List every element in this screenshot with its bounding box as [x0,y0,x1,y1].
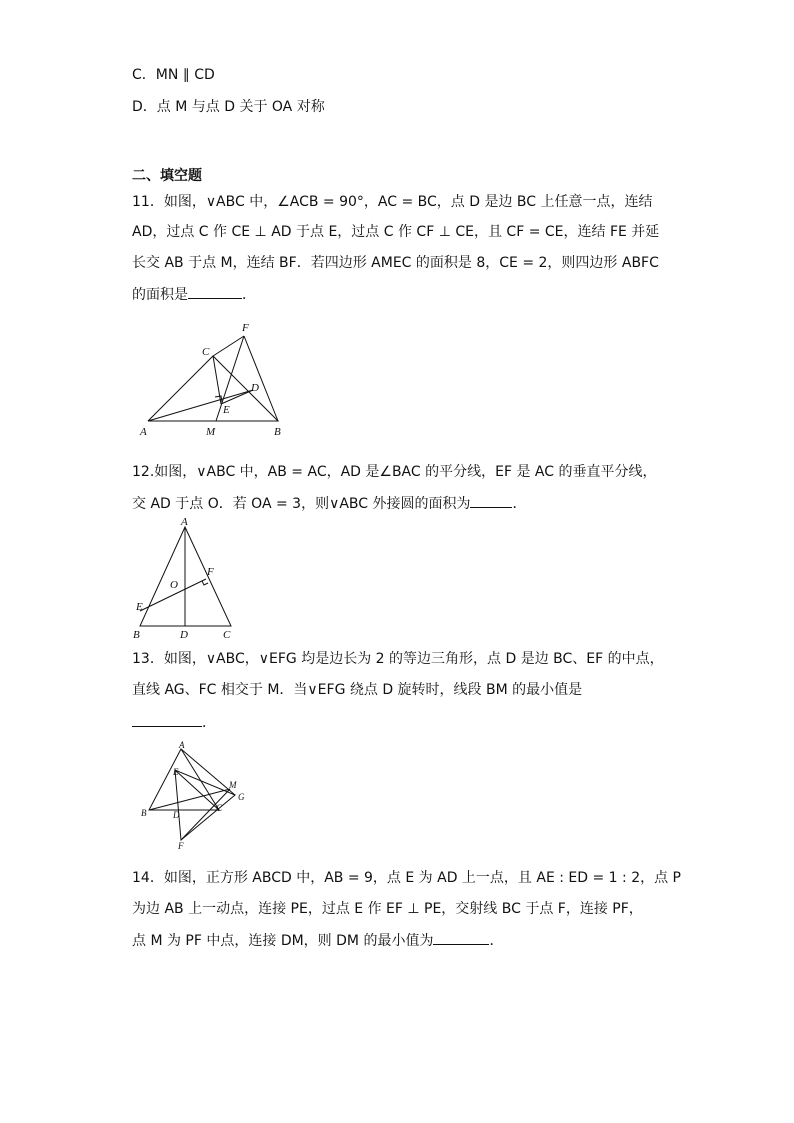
q13-answer-blank[interactable] [132,712,202,727]
q13-triangle-efg [175,770,235,840]
q11-label-f: F [242,322,249,334]
q12-label-b: B [133,629,140,641]
q13-label-e: E [173,767,179,777]
q11-label-a: A [140,426,147,438]
q14-line-3-end: ． [489,933,504,949]
option-c: C．MN ∥ CD [132,67,215,83]
q12-line-2 [132,493,526,514]
q14-line-1: 14．如图，正方形 ABCD 中，AB = 9，点 E 为 AD 上一点，且 AE : ED = 1 : 2，点 P [132,870,681,886]
q13-segment-fm [181,789,230,840]
q13-label-b: B [141,808,147,818]
q11-label-c: C [202,346,210,358]
q11-segment-fb [244,336,278,421]
q12-answer-blank[interactable] [470,493,512,508]
q11-label-e: E [223,404,230,416]
q13-line-2: 直线 AG、FC 相交于 M．当∨EFG 绕点 D 旋转时，线段 BM 的最小值是 [132,682,583,698]
option-d: D．点 M 与点 D 关于 OA 对称 [132,99,325,115]
q12-label-c: C [223,629,231,641]
q11-line-2: AD，过点 C 作 CE ⊥ AD 于点 E，过点 C 作 CF ⊥ CE，且 CF = CE，连结 FE 并延 [132,224,660,240]
q12-label-o: O [170,579,178,591]
q14-line-3 [132,930,503,951]
q12-label-f: F [207,566,214,578]
q12-right-angle-mark [202,581,208,585]
q11-line-4-text: 的面积是 [132,287,188,303]
q13-label-a: A [179,740,185,750]
q12-line-1: 12.如图，∨ABC 中，AB = AC，AD 是∠BAC 的平分线，EF 是 AC 的垂直平分线， [132,464,657,480]
q13-label-c: C [216,803,223,813]
q13-figure [135,738,255,850]
q12-line-2-end: ． [512,496,527,512]
q14-line-3-text: 点 M 为 PF 中点，连接 DM，则 DM 的最小值为 [132,933,434,949]
q11-line-3: 长交 AB 于点 M，连结 BF．若四边形 AMEC 的面积是 8，CE = 2，则四边形 ABFC [132,255,659,271]
q13-label-d: D [173,810,180,820]
q12-line-2-text: 交 AD 于点 O．若 OA = 3，则∨ABC 外接圆的面积为 [132,496,471,512]
q14-answer-blank[interactable] [433,930,489,945]
q12-figure [130,515,245,643]
q11-label-d: D [251,382,259,394]
q12-label-a: A [181,516,188,528]
q12-label-e: E [136,601,143,613]
q11-label-b: B [274,426,281,438]
q11-answer-blank[interactable] [188,284,242,299]
q11-segment-fm [216,336,244,421]
q13-label-g: G [238,792,245,802]
q13-label-m: M [229,780,237,790]
q12-label-d: D [180,629,188,641]
q14-line-2: 为边 AB 上一动点，连接 PE，过点 E 作 EF ⊥ PE，交射线 BC 于点 F，连接 PF， [132,901,643,917]
q13-label-f: F [178,841,184,850]
q13-line-1: 13．如图，∨ABC，∨EFG 均是边长为 2 的等边三角形，点 D 是边 BC、EF 的中点， [132,651,664,667]
section-title: 二、填空题 [132,168,202,184]
q13-line-3 [132,712,216,733]
q11-segment-cf [213,336,244,356]
q11-line-4-end: ． [242,287,256,303]
q11-line-4 [132,284,256,305]
q11-figure [138,318,290,440]
q11-label-m: M [206,426,216,438]
q13-line-3-end: ． [202,715,216,731]
q11-line-1: 11．如图，∨ABC 中，∠ACB = 90°，AC = BC，点 D 是边 BC 上任意一点，连结 [132,194,653,210]
q13-segment-ag [181,749,235,795]
